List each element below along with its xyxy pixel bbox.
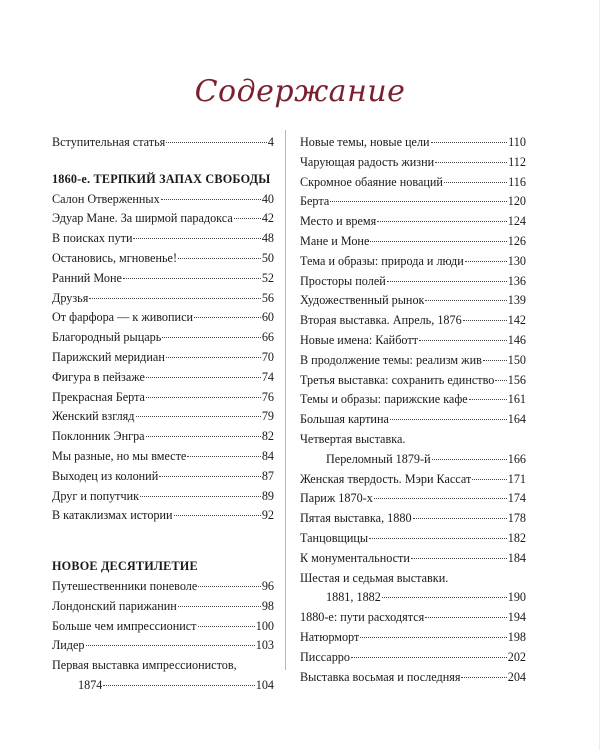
- toc-entry[interactable]: Фигура в пейзаже 74: [52, 369, 274, 384]
- toc-entry[interactable]: Путешественники поневоле 96: [52, 578, 274, 593]
- toc-entry[interactable]: Благородный рыцарь 66: [52, 330, 274, 345]
- leader-dots: [103, 685, 254, 686]
- toc-left-column: [52, 133, 274, 696]
- toc-entry[interactable]: Танцовщицы 182: [300, 530, 526, 545]
- leader-dots: [390, 419, 507, 420]
- toc-entry[interactable]: От фарфора — к живописи 60: [52, 310, 274, 325]
- toc-entry[interactable]: Просторы полей 136: [300, 273, 526, 288]
- leader-dots: [432, 459, 507, 460]
- toc-entry[interactable]: 1880-е: пути расходятся 194: [300, 610, 526, 625]
- leader-dots: [146, 397, 261, 398]
- leader-dots: [411, 558, 507, 559]
- toc-entry[interactable]: В катаклизмах истории 92: [52, 508, 274, 523]
- toc-entry[interactable]: Мане и Моне 126: [300, 233, 526, 248]
- toc-entry[interactable]: В поисках пути 48: [52, 231, 274, 246]
- leader-dots: [194, 317, 261, 318]
- toc-list-right-a: [300, 133, 526, 430]
- section-heading-new-decade: НОВОЕ ДЕСЯТИЛЕТИЕ: [52, 559, 198, 574]
- toc-entry-wrapped-first-line[interactable]: Четвертая выставка.: [300, 431, 406, 446]
- leader-dots: [419, 340, 507, 341]
- leader-dots: [162, 337, 261, 338]
- toc-entry[interactable]: Остановись, мгновенье! 50: [52, 250, 274, 265]
- toc-entry-wrapped-second-line[interactable]: 1881, 1882 190: [326, 590, 526, 605]
- toc-list-new-decade: [52, 577, 274, 656]
- toc-entry[interactable]: В продолжение темы: реализм жив 150: [300, 352, 526, 367]
- toc-entry[interactable]: Лондонский парижанин 98: [52, 598, 274, 613]
- leader-dots: [469, 399, 507, 400]
- toc-entry[interactable]: Эдуар Мане. За ширмой парадокса 42: [52, 211, 274, 226]
- column-divider: [285, 130, 286, 670]
- leader-dots: [174, 515, 261, 516]
- leader-dots: [435, 162, 507, 163]
- leader-dots: [413, 518, 507, 519]
- leader-dots: [425, 617, 507, 618]
- toc-entry[interactable]: Место и время 124: [300, 214, 526, 229]
- leader-dots: [495, 380, 506, 381]
- leader-dots: [387, 281, 507, 282]
- toc-entry-intro[interactable]: Вступительная статья 4: [52, 135, 274, 149]
- toc-list-right-c: [300, 608, 526, 687]
- toc-entry[interactable]: Женская твердость. Мэри Кассат 171: [300, 471, 526, 486]
- leader-dots: [161, 199, 261, 200]
- toc-entry[interactable]: Ранний Моне 52: [52, 270, 274, 285]
- leader-dots: [330, 201, 506, 202]
- toc-entry[interactable]: Друзья 56: [52, 290, 274, 305]
- toc-entry[interactable]: Больше чем импрессионист 100: [52, 618, 274, 633]
- leader-dots: [374, 498, 507, 499]
- toc-entry[interactable]: Писсарро 202: [300, 649, 526, 664]
- leader-dots: [425, 300, 506, 301]
- leader-dots: [123, 278, 261, 279]
- leader-dots: [198, 586, 261, 587]
- leader-dots: [166, 142, 267, 143]
- leader-dots: [166, 357, 261, 358]
- toc-entry[interactable]: Салон Отверженных 40: [52, 191, 274, 206]
- toc-entry[interactable]: Поклонник Энгра 82: [52, 429, 274, 444]
- leader-dots: [178, 606, 261, 607]
- leader-dots: [234, 218, 261, 219]
- toc-entry[interactable]: Пятая выставка, 1880 178: [300, 511, 526, 526]
- toc-entry[interactable]: Скромное обаяние новаций 116: [300, 174, 526, 189]
- leader-dots: [431, 142, 508, 143]
- leader-dots: [198, 626, 255, 627]
- toc-entry[interactable]: Выходец из колоний 87: [52, 468, 274, 483]
- leader-dots: [369, 538, 507, 539]
- toc-entry-wrapped-second-line[interactable]: Переломный 1879-й 166: [326, 451, 526, 466]
- toc-entry[interactable]: Париж 1870-х 174: [300, 491, 526, 506]
- leader-dots: [146, 436, 261, 437]
- toc-entry[interactable]: Женский взгляд 79: [52, 409, 274, 424]
- toc-entry-wrapped-first-line[interactable]: Шестая и седьмая выставки.: [300, 570, 449, 585]
- toc-entry[interactable]: Мы разные, но мы вместе 84: [52, 448, 274, 463]
- leader-dots: [461, 677, 506, 678]
- section-heading-1860s: 1860-е. ТЕРПКИЙ ЗАПАХ СВОБОДЫ: [52, 171, 271, 186]
- toc-entry[interactable]: Прекрасная Берта 76: [52, 389, 274, 404]
- leader-dots: [463, 320, 507, 321]
- toc-entry[interactable]: Третья выставка: сохранить единство 156: [300, 372, 526, 387]
- leader-dots: [483, 360, 507, 361]
- toc-entry[interactable]: Друг и попутчик 89: [52, 488, 274, 503]
- toc-list-right-b: [300, 470, 526, 569]
- toc-right-column: [300, 133, 526, 687]
- leader-dots: [136, 416, 261, 417]
- toc-list-1860s: [52, 190, 274, 527]
- leader-dots: [472, 479, 506, 480]
- page-title: Содержание: [194, 74, 406, 109]
- leader-dots: [89, 298, 260, 299]
- toc-entry-wrapped-first-line[interactable]: Первая выставка импрессионистов,: [52, 658, 237, 673]
- leader-dots: [133, 238, 260, 239]
- leader-dots: [370, 241, 506, 242]
- leader-dots: [360, 637, 506, 638]
- leader-dots: [444, 182, 507, 183]
- leader-dots: [377, 221, 506, 222]
- toc-entry[interactable]: Большая картина 164: [300, 412, 526, 427]
- leader-dots: [146, 377, 261, 378]
- leader-dots: [351, 657, 507, 658]
- toc-entry[interactable]: Вторая выставка. Апрель, 1876 142: [300, 313, 526, 328]
- toc-entry[interactable]: Выставка восьмая и последняя 204: [300, 669, 526, 684]
- toc-entry-wrapped-second-line[interactable]: 1874 104: [78, 677, 274, 692]
- toc-entry[interactable]: Чарующая радость жизни 112: [300, 154, 526, 169]
- leader-dots: [465, 261, 507, 262]
- toc-entry[interactable]: К монументальности 184: [300, 550, 526, 565]
- leader-dots: [178, 258, 261, 259]
- leader-dots: [382, 597, 507, 598]
- leader-dots: [86, 645, 255, 646]
- leader-dots: [140, 496, 261, 497]
- toc-entry[interactable]: Тема и образы: природа и люди 130: [300, 253, 526, 268]
- toc-entry[interactable]: Берта 120: [300, 194, 526, 209]
- toc-entry[interactable]: Художественный рынок 139: [300, 293, 526, 308]
- toc-entry[interactable]: Новые темы, новые цели 110: [300, 135, 526, 149]
- toc-entry[interactable]: Натюрморт 198: [300, 629, 526, 644]
- toc-entry[interactable]: Темы и образы: парижские кафе 161: [300, 392, 526, 407]
- leader-dots: [187, 456, 260, 457]
- toc-entry[interactable]: Новые имена: Кайботт 146: [300, 332, 526, 347]
- toc-entry[interactable]: Парижский меридиан 70: [52, 349, 274, 364]
- toc-entry[interactable]: Лидер 103: [52, 638, 274, 653]
- leader-dots: [159, 476, 261, 477]
